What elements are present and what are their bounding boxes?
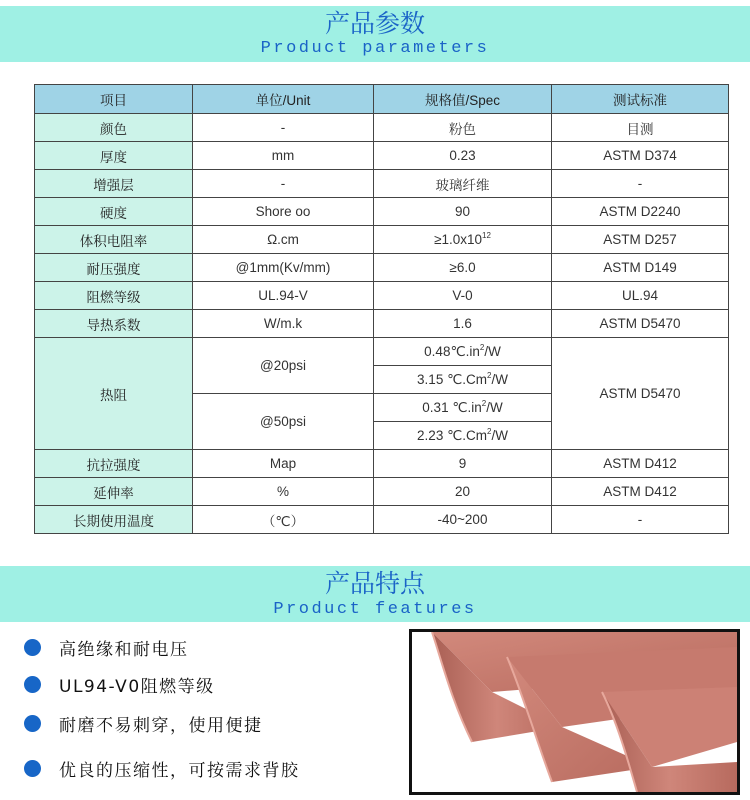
row-item: 颜色	[35, 114, 193, 142]
row-item: 硬度	[35, 198, 193, 226]
feature-text: 高绝缘和耐电压	[59, 639, 189, 660]
header-spec: 规格值/Spec	[374, 85, 552, 114]
row-unit: mm	[193, 142, 374, 170]
row-item: 抗拉强度	[35, 450, 193, 478]
pink-pad-sheets-image	[412, 632, 737, 792]
row-standard: ASTM D149	[552, 254, 729, 282]
spec-base: ≥1.0x10	[434, 232, 483, 247]
list-item	[24, 634, 189, 660]
row-spec: 粉色	[374, 114, 552, 142]
row-item: 增强层	[35, 170, 193, 198]
table-row	[35, 198, 729, 226]
row-spec: 玻璃纤维	[374, 170, 552, 198]
row-spec: 20	[374, 478, 552, 506]
row-spec: 2.23 ℃.Cm$^2$/W	[374, 422, 552, 450]
row-standard: ASTM D412	[552, 478, 729, 506]
table-row	[35, 450, 729, 478]
row-spec: 3.15 ℃.Cm$^2$/W	[374, 366, 552, 394]
row-spec: 90	[374, 198, 552, 226]
row-standard: -	[552, 506, 729, 534]
row-item: 延伸率	[35, 478, 193, 506]
row-spec: 0.31 $℃.in^2/W$	[374, 394, 552, 422]
row-standard: ASTM D2240	[552, 198, 729, 226]
feature-text: 优良的压缩性，可按需求背胶	[59, 760, 300, 781]
list-item	[24, 710, 263, 736]
table-row	[35, 506, 729, 534]
row-item: 厚度	[35, 142, 193, 170]
product-image	[409, 629, 740, 795]
row-unit: W/m.k	[193, 310, 374, 338]
table-row	[35, 282, 729, 310]
table-row	[35, 142, 729, 170]
header-standard: 测试标准	[552, 85, 729, 114]
bullet-dot-icon	[24, 639, 41, 656]
spec-exponent: 12	[482, 231, 491, 240]
row-spec	[374, 226, 552, 254]
row-item: 长期使用温度	[35, 506, 193, 534]
bullet-dot-icon	[24, 715, 41, 732]
header-unit: 单位/Unit	[193, 85, 374, 114]
row-item: 阻燃等级	[35, 282, 193, 310]
feature-text: 耐磨不易刺穿，使用便捷	[59, 715, 263, 736]
row-spec: -40~200	[374, 506, 552, 534]
row-spec: 0.23	[374, 142, 552, 170]
table-header-row	[35, 85, 729, 114]
table-row	[35, 254, 729, 282]
bullet-dot-icon	[24, 760, 41, 777]
row-unit: @20psi	[193, 338, 374, 394]
row-unit: Shore oo	[193, 198, 374, 226]
table-row	[35, 114, 729, 142]
row-spec: ≥6.0	[374, 254, 552, 282]
row-standard: ASTM D257	[552, 226, 729, 254]
row-unit: -	[193, 170, 374, 198]
row-unit: Ω.cm	[193, 226, 374, 254]
row-unit: %	[193, 478, 374, 506]
table-row	[35, 226, 729, 254]
row-item: 体积电阻率	[35, 226, 193, 254]
row-spec: 1.6	[374, 310, 552, 338]
row-unit: （℃）	[193, 506, 374, 534]
row-standard: ASTM D5470	[552, 310, 729, 338]
row-item: 导热系数	[35, 310, 193, 338]
row-item: 耐压强度	[35, 254, 193, 282]
features-subtitle: Product features	[273, 600, 477, 619]
row-spec: V-0	[374, 282, 552, 310]
row-item: 热阻	[35, 338, 193, 450]
row-standard: ASTM D5470	[552, 338, 729, 450]
params-subtitle: Product parameters	[260, 39, 490, 58]
list-item	[24, 755, 300, 781]
features-title: 产品特点	[324, 569, 425, 598]
row-spec: 9	[374, 450, 552, 478]
row-unit: UL.94-V	[193, 282, 374, 310]
list-item	[24, 671, 215, 697]
feature-text: UL94-V0阻燃等级	[59, 676, 215, 697]
row-standard: -	[552, 170, 729, 198]
parameters-table	[34, 84, 729, 534]
row-unit: Map	[193, 450, 374, 478]
table-row	[35, 170, 729, 198]
table-row	[35, 338, 729, 366]
table-row	[35, 478, 729, 506]
row-standard: UL.94	[552, 282, 729, 310]
row-unit: -	[193, 114, 374, 142]
row-unit: @1mm(Kv/mm)	[193, 254, 374, 282]
row-spec: $0.48℃.in^2/W$	[374, 338, 552, 366]
row-standard: 目测	[552, 114, 729, 142]
row-unit: @50psi	[193, 394, 374, 450]
params-title: 产品参数	[324, 9, 425, 38]
bullet-dot-icon	[24, 676, 41, 693]
header-item: 项目	[35, 85, 193, 114]
row-standard: ASTM D412	[552, 450, 729, 478]
row-standard: ASTM D374	[552, 142, 729, 170]
table-row	[35, 310, 729, 338]
